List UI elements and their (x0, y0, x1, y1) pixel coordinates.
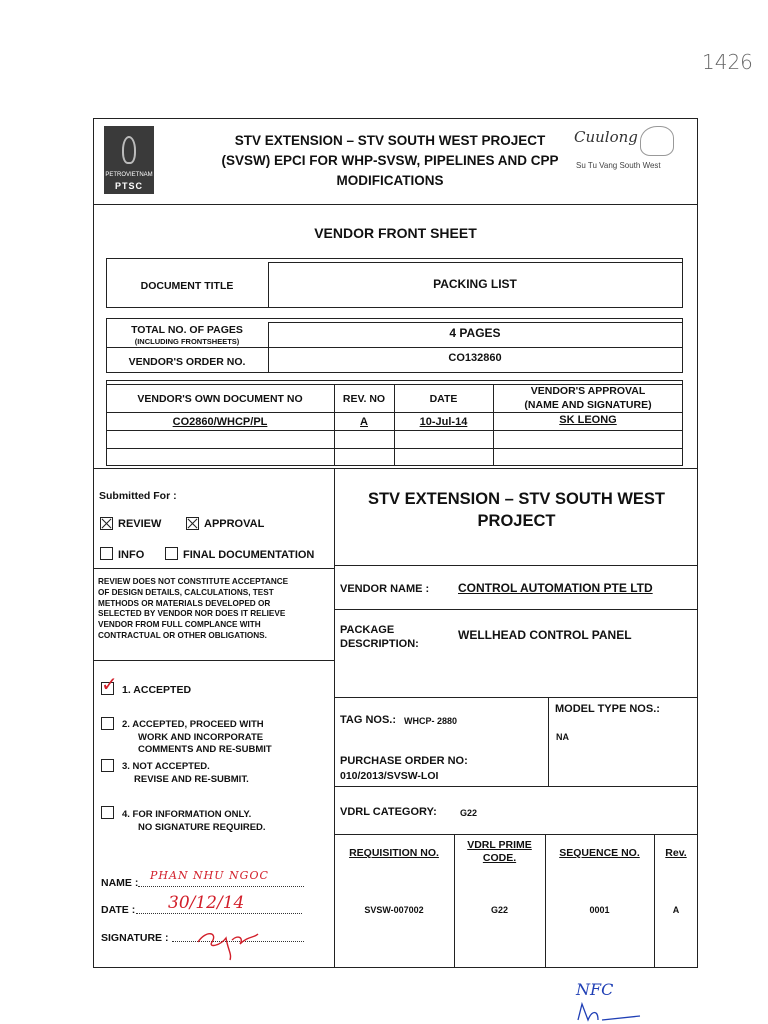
project-title (335, 488, 698, 532)
submitted-for-label: Submitted For : (99, 490, 177, 502)
form-border (93, 118, 698, 968)
vendor-order-label: VENDOR'S ORDER NO. (128, 356, 246, 368)
logo-right-text: Cuulong (574, 128, 638, 146)
final-documentation-label: FINAL DOCUMENTATION (183, 549, 315, 561)
accepted-check-mark-icon: ✓ (101, 672, 118, 696)
model-divider (548, 697, 549, 786)
req-header-requisition: REQUISITION NO. (349, 847, 439, 859)
req-header-sequence: SEQUENCE NO. (559, 847, 640, 859)
name-dots (138, 886, 304, 887)
logo-left-sub: PTSC (114, 181, 143, 191)
header-title-line3: MODIFICATIONS (336, 173, 444, 188)
review-label: REVIEW (118, 518, 162, 530)
po-label: PURCHASE ORDER NO: (340, 755, 468, 767)
total-pages-sub: (INCLUDING FRONTSHEETS) (134, 337, 240, 346)
right-divider-1 (334, 565, 698, 566)
status-line: REVISE AND RE-SUBMIT. (134, 773, 249, 785)
req-header-rev: Rev. (665, 847, 687, 859)
disclaimer-line: SELECTED BY VENDOR NOR DOES IT RELIEVE (98, 609, 286, 619)
tag-value: WHCP- 2880 (404, 716, 458, 726)
vdrl-label: VDRL CATEGORY: (340, 806, 437, 818)
po-value: 010/2013/SVSW-LOI (340, 770, 439, 782)
req-header-prime: VDRL PRIME (467, 839, 532, 851)
doc-table-h1 (106, 412, 683, 413)
section-divider (93, 468, 698, 469)
total-pages-label: TOTAL NO. OF PAGES (131, 324, 243, 336)
model-label: MODEL TYPE NOS.: (555, 703, 660, 715)
date-value: 30/12/14 (168, 893, 245, 913)
name-label: NAME : (101, 877, 139, 889)
req-row-requisition: SVSW-007002 (364, 905, 424, 915)
review-checkbox[interactable] (100, 517, 113, 530)
vendor-name-value: CONTROL AUTOMATION PTE LTD (458, 581, 653, 595)
right-divider-3 (334, 697, 698, 698)
name-value: PHAN NHU NGOC (150, 869, 269, 882)
status-line: COMMENTS AND RE-SUBMIT (138, 744, 272, 755)
page-number: 1426 (702, 50, 753, 74)
for-information-checkbox[interactable] (101, 806, 114, 819)
info-label: INFO (118, 549, 145, 561)
document-title-value: PACKING LIST (433, 277, 517, 291)
req-row-sequence: 0001 (589, 905, 610, 915)
logo-left-text: PETROVIETNAM (105, 172, 153, 178)
req-row-rev: A (672, 905, 680, 915)
disclaimer-line: CONTRACTUAL OR OTHER OBLIGATIONS. (98, 630, 267, 640)
doc-row-rev: A (360, 416, 368, 428)
disclaimer-line: REVIEW DOES NOT CONSTITUTE ACCEPTANCE (98, 577, 289, 586)
pages-divider-h (106, 347, 683, 348)
package-label-line1: PACKAGE (340, 624, 395, 636)
vdrl-value: G22 (460, 808, 478, 818)
accepted-proceed-checkbox[interactable] (101, 717, 114, 730)
right-divider-5 (334, 834, 698, 835)
doc-table-h2 (106, 430, 683, 431)
vendor-name-label: VENDOR NAME : (340, 583, 430, 595)
left-divider-2 (93, 660, 334, 661)
header-title (190, 131, 590, 191)
info-checkbox[interactable] (100, 547, 113, 560)
doc-row-date: 10-Jul-14 (419, 416, 468, 428)
project-title-line2: PROJECT (477, 512, 556, 530)
flame-icon (122, 136, 136, 164)
disclaimer-line: OF DESIGN DETAILS, CALCULATIONS, TEST (98, 587, 274, 597)
date-label: DATE : (101, 904, 136, 916)
header-title-line1: STV EXTENSION – STV SOUTH WEST PROJECT (234, 133, 546, 148)
req-header-code: CODE. (482, 852, 517, 864)
status-line: 4. FOR INFORMATION ONLY. (122, 809, 252, 820)
total-pages-value: 4 PAGES (449, 326, 501, 340)
status-accepted-proceed (122, 719, 272, 757)
final-documentation-checkbox[interactable] (165, 547, 178, 560)
pages-divider-top (268, 322, 682, 323)
doc-table-header-docno: VENDOR'S OWN DOCUMENT NO (137, 393, 303, 405)
status-for-information (122, 809, 266, 834)
right-divider-2 (334, 609, 698, 610)
doc-table-header-rev: REV. NO (342, 393, 386, 405)
package-label-line2: DESCRIPTION: (340, 638, 419, 650)
disclaimer-line: VENDOR FROM FULL COMPLANCE WITH (98, 620, 261, 630)
disclaimer-line: METHODS OR MATERIALS DEVELOPED OR (98, 598, 271, 608)
model-value: NA (556, 732, 569, 742)
status-accepted: 1. ACCEPTED (122, 684, 192, 696)
lion-icon (640, 126, 674, 156)
date-dots (136, 913, 302, 914)
front-sheet-heading: VENDOR FRONT SHEET (314, 225, 477, 241)
signature-mark (192, 920, 272, 962)
vendor-order-value: CO132860 (448, 352, 502, 364)
doc-table-h3 (106, 448, 683, 449)
approval-label: APPROVAL (204, 518, 265, 530)
doc-table-header-date: DATE (429, 393, 458, 405)
cuulong-logo (572, 124, 682, 176)
header-title-line2: (SVSW) EPCI FOR WHP-SVSW, PIPELINES AND CPP (221, 153, 559, 168)
right-divider-4 (334, 786, 698, 787)
footer-annotation: NFC (576, 980, 614, 999)
doc-table-header-approval-sub: (NAME AND SIGNATURE) (524, 399, 652, 411)
signature-label: SIGNATURE : (101, 932, 169, 944)
document-title-label: DOCUMENT TITLE (140, 280, 234, 292)
package-value: WELLHEAD CONTROL PANEL (458, 628, 632, 642)
logo-right-sub: Su Tu Vang South West (576, 161, 661, 170)
not-accepted-checkbox[interactable] (101, 759, 114, 772)
status-line: 2. ACCEPTED, PROCEED WITH (122, 719, 264, 730)
status-line: NO SIGNATURE REQUIRED. (138, 821, 266, 833)
footer-initials-mark (574, 1000, 644, 1024)
doc-table-header-approval: VENDOR'S APPROVAL (530, 385, 646, 397)
status-not-accepted (122, 761, 249, 786)
doc-row-docno: CO2860/WHCP/PL (172, 416, 268, 428)
project-title-line1: STV EXTENSION – STV SOUTH WEST (367, 490, 666, 508)
column-divider (334, 468, 335, 968)
doc-title-divider-top (268, 262, 682, 263)
header-divider (93, 204, 698, 205)
petrovietnam-logo (104, 126, 154, 194)
status-line: WORK AND INCORPORATE (138, 731, 264, 743)
left-divider-1 (93, 568, 334, 569)
doc-row-approval: SK LEONG (559, 414, 617, 426)
package-label (340, 623, 419, 651)
approval-checkbox[interactable] (186, 517, 199, 530)
req-row-code: G22 (490, 905, 508, 915)
status-line: 3. NOT ACCEPTED. (122, 761, 210, 772)
tag-label: TAG NOS.: (340, 714, 397, 726)
disclaimer (98, 577, 330, 642)
